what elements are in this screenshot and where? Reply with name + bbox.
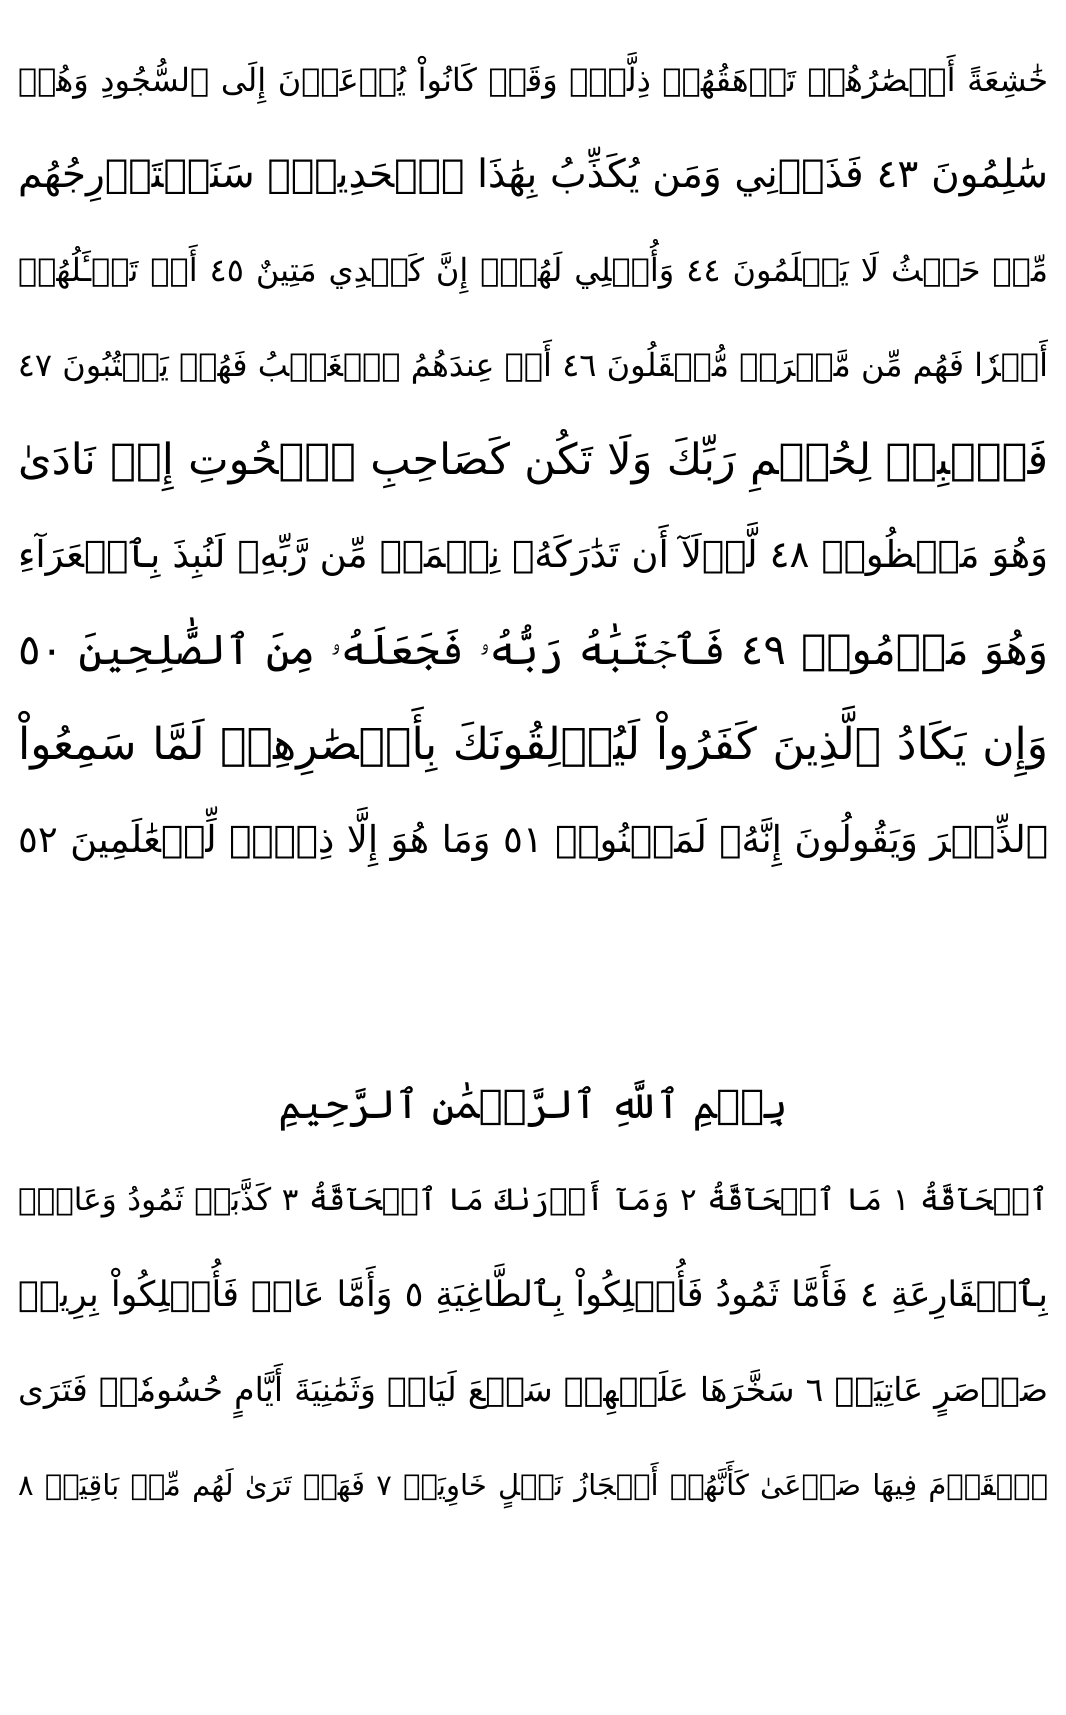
verse-line: صَرۡصَرٍ عَاتِيَةٖ ٦ سَخَّرَهَا عَلَيۡهِمۡ سَبۡعَ لَيَالٖ وَثَمَٰنِيَةَ أَيَّامٍ حُسُومٗاۖ فَتَرَى <box>18 1370 1048 1409</box>
verse-line: سَٰلِمُونَ ٤٣ فَذَرۡنِي وَمَن يُكَذِّبُ بِهَٰذَا ٱلۡحَدِيثِۖ سَنَسۡتَدۡرِجُهُم <box>18 152 1048 197</box>
verse-line: أَجۡرٗا فَهُم مِّن مَّغۡرَمٖ مُّثۡقَلُونَ ٤٦ أَمۡ عِندَهُمُ ٱلۡغَيۡبُ فَهُمۡ يَكۡتُبُونَ ٤٧ <box>18 346 1048 384</box>
verse-line: ٱلۡقَوۡمَ فِيهَا صَرۡعَىٰ كَأَنَّهُمۡ أَعۡجَازُ نَخۡلٍ خَاوِيَةٖ ٧ فَهَلۡ تَرَىٰ لَهُم مِّنۢ بَاقِيَةٖ ٨ <box>18 1468 1048 1502</box>
verse-line: وَإِن يَكَادُ ٱلَّذِينَ كَفَرُواْ لَيُزۡلِقُونَكَ بِأَبۡصَٰرِهِمۡ لَمَّا سَمِعُواْ <box>18 719 1048 770</box>
verse-line: ٱلۡحَآقَّةُ ١ مَا ٱلۡحَآقَّةُ ٢ وَمَآ أَدۡرَىٰكَ مَا ٱلۡحَآقَّةُ ٣ كَذَّبَتۡ ثَمُودُ وَعَادُۢ <box>18 1182 1048 1218</box>
verse-line: ٱلذِّكۡرَ وَيَقُولُونَ إِنَّهُۥ لَمَجۡنُونٞ ٥١ وَمَا هُوَ إِلَّا ذِكۡرٞ لِّلۡعَٰلَمِينَ ٥٢ <box>18 818 1048 861</box>
verse-line: بِٱلۡقَارِعَةِ ٤ فَأَمَّا ثَمُودُ فَأُهۡلِكُواْ بِٱلطَّاغِيَةِ ٥ وَأَمَّا عَادٞ فَأُهۡلِكُواْ بِرِيحٖ <box>18 1275 1048 1315</box>
basmala: بِسۡمِ ٱللَّهِ ٱلرَّحۡمَٰنِ ٱلرَّحِيمِ <box>278 1082 788 1128</box>
verse-line: خَٰشِعَةً أَبۡصَٰرُهُمۡ تَرۡهَقُهُمۡ ذِلَّةٞۖ وَقَدۡ كَانُواْ يُدۡعَوۡنَ إِلَى ٱلسُّجُودِ وَهُمۡ <box>18 61 1048 99</box>
verse-line: وَهُوَ مَذۡمُومٞ ٤٩ فَٱجۡتَبَٰهُ رَبُّهُۥ فَجَعَلَهُۥ مِنَ ٱلصَّٰلِحِينَ ٥٠ <box>18 625 1048 674</box>
verse-line: وَهُوَ مَكۡظُومٞ ٤٨ لَّوۡلَآ أَن تَدَٰرَكَهُۥ نِعۡمَةٞ مِّن رَّبِّهِۦ لَنُبِذَ بِٱلۡعَرَآءِ <box>18 533 1048 576</box>
verse-line: مِّنۡ حَيۡثُ لَا يَعۡلَمُونَ ٤٤ وَأُمۡلِي لَهُمۡۚ إِنَّ كَيۡدِي مَتِينٌ ٤٥ أَمۡ تَسۡـَٔلُهُمۡ <box>18 251 1048 289</box>
verse-line: فَٱصۡبِرۡ لِحُكۡمِ رَبِّكَ وَلَا تَكُن كَصَاحِبِ ٱلۡحُوتِ إِذۡ نَادَىٰ <box>18 435 1048 485</box>
